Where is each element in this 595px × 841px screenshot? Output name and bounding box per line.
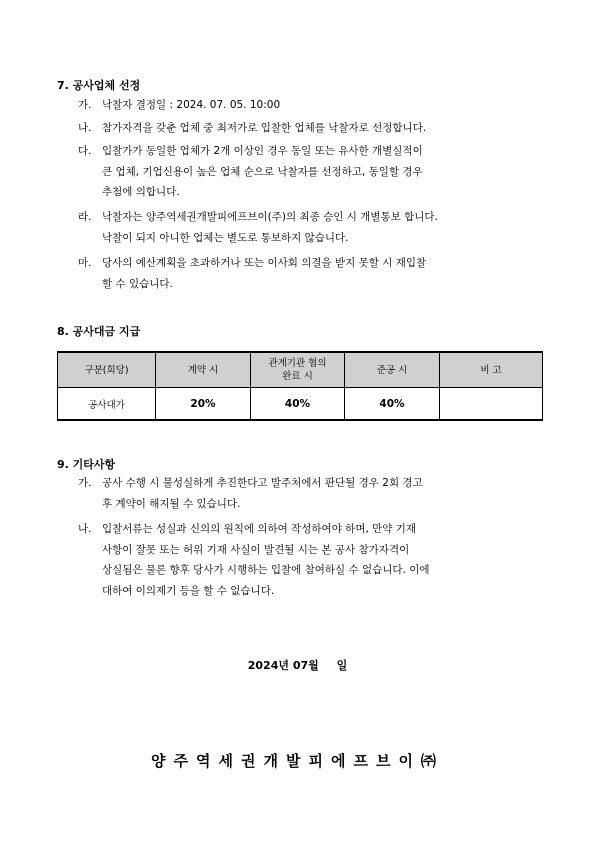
item-text: 입찰서류는 성실과 신의의 원칙에 의하여 작성하여야 하며, 만약 기재 사항이 잘못 또는 허위 기재 사실이 발견될 시는 본 공사 참가자격이 상실됨은 물론 향후 당사가 시행하는 입찰에 참여하실 수 없습니다. 이에 대하여 이의제기 등을 할 수 없습니다. <box>102 523 430 597</box>
cell-consultation-percent: 40% <box>251 388 345 421</box>
payment-table-header-row <box>58 352 543 388</box>
header-category: 구분(회당) <box>58 352 156 388</box>
payment-table <box>57 351 543 421</box>
cell-contract-percent: 20% <box>156 388 251 421</box>
header-contract: 계약 시 <box>156 352 251 388</box>
section-7-item-ga <box>78 95 548 116</box>
section-7-item-da <box>78 141 548 203</box>
cell-completion-percent: 40% <box>345 388 440 421</box>
header-consultation: 관계기관 협의 완료 시 <box>251 352 345 388</box>
section-9-item-ga <box>78 473 548 514</box>
document-date <box>0 657 595 673</box>
item-marker: 나. <box>78 122 92 134</box>
section-7-item-ma <box>78 253 548 294</box>
item-marker: 마. <box>78 257 92 269</box>
section-7-title: 7. 공사업체 선정 <box>57 79 141 92</box>
item-text: 입찰가가 동일한 업체가 2개 이상인 경우 동일 또는 유사한 개별실적이 큰 업체, 기업신용이 높은 업체 순으로 낙찰자를 선정하고, 동일할 경우 추첨에 의합니다. <box>102 145 423 198</box>
header-remarks: 비 고 <box>440 352 543 388</box>
header-completion: 준공 시 <box>345 352 440 388</box>
organization-name: 양주역세권개발피에프브이㈜ <box>151 752 444 770</box>
item-text: 참가자격을 갖춘 업체 중 최저가로 입찰한 업체를 낙찰자로 선정합니다. <box>102 122 427 134</box>
section-9-title: 9. 기타사항 <box>57 458 116 471</box>
item-text: 공사 수행 시 불성실하게 추진한다고 발주처에서 판단될 경우 2회 경고 후 계약이 해지될 수 있습니다. <box>102 477 423 510</box>
date-day: 일 <box>336 659 348 672</box>
section-7-item-ra <box>78 207 548 248</box>
section-9-item-na <box>78 519 548 601</box>
section-7-item-na <box>78 118 548 139</box>
item-text: 낙찰자는 양주역세권개발피에프브이(주)의 최종 승인 시 개별통보 합니다. 낙찰이 되지 아니한 업체는 별도로 통보하지 않습니다. <box>102 211 438 244</box>
item-text: 당사의 예산계획을 초과하거나 또는 이사회 의결을 받지 못할 시 재입찰 할 수 있습니다. <box>102 257 427 290</box>
date-month: 07월 <box>292 659 319 672</box>
item-marker: 라. <box>78 211 92 223</box>
item-text: 낙찰자 결정일 : 2024. 07. 05. 10:00 <box>102 99 281 111</box>
date-year: 2024년 <box>247 659 289 672</box>
section-8-title: 8. 공사대금 지급 <box>57 325 141 338</box>
cell-category: 공사대가 <box>58 388 156 421</box>
cell-remarks <box>440 388 543 421</box>
table-row <box>58 388 543 421</box>
item-marker: 가. <box>78 99 92 111</box>
item-marker: 가. <box>78 477 92 489</box>
item-marker: 다. <box>78 145 92 157</box>
item-marker: 나. <box>78 523 92 535</box>
